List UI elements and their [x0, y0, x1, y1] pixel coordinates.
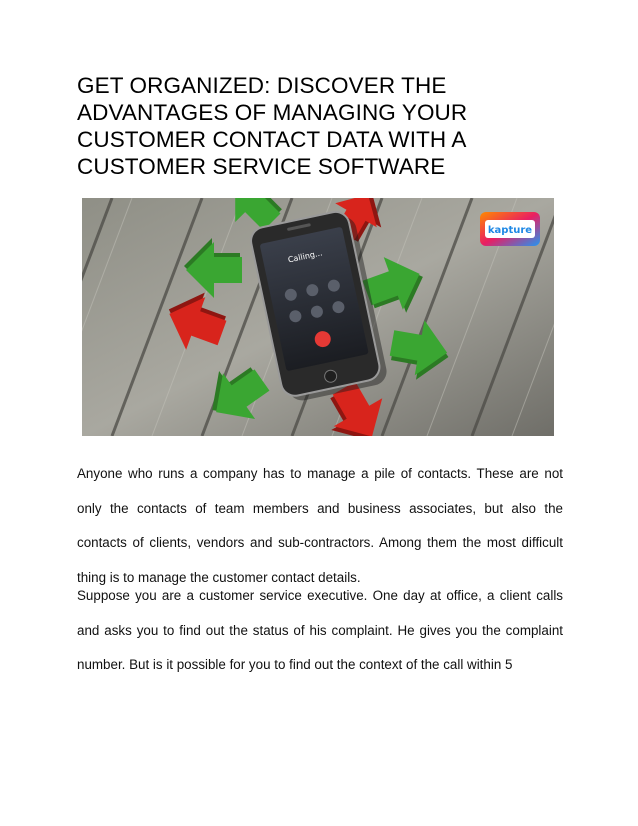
page-title: GET ORGANIZED: DISCOVER THE ADVANTAGES OF MANAGING YOUR CUSTOMER CONTACT DATA WITH A CUSTOMER SERVICE SOFTWARE — [77, 73, 468, 179]
article-image — [82, 198, 554, 436]
phone-with-arrows-illustration — [82, 198, 554, 436]
paragraph: Anyone who runs a company has to manage a pile of contacts. These are not only the contacts of team members and business associates, but also the contacts of clients, vendors and sub-contractors. Among them the most difficult thing is to manage the customer contact details. — [77, 466, 563, 585]
kapture-logo — [480, 212, 540, 246]
logo-text: kapture — [487, 225, 533, 236]
paragraph: Suppose you are a customer service executive. One day at office, a client calls and asks you to find out the status of his complaint. He gives you the complaint number. But is it possible for you to find out the context of the call within 5 — [77, 588, 563, 673]
phone-status-text: Calling... — [287, 248, 324, 265]
